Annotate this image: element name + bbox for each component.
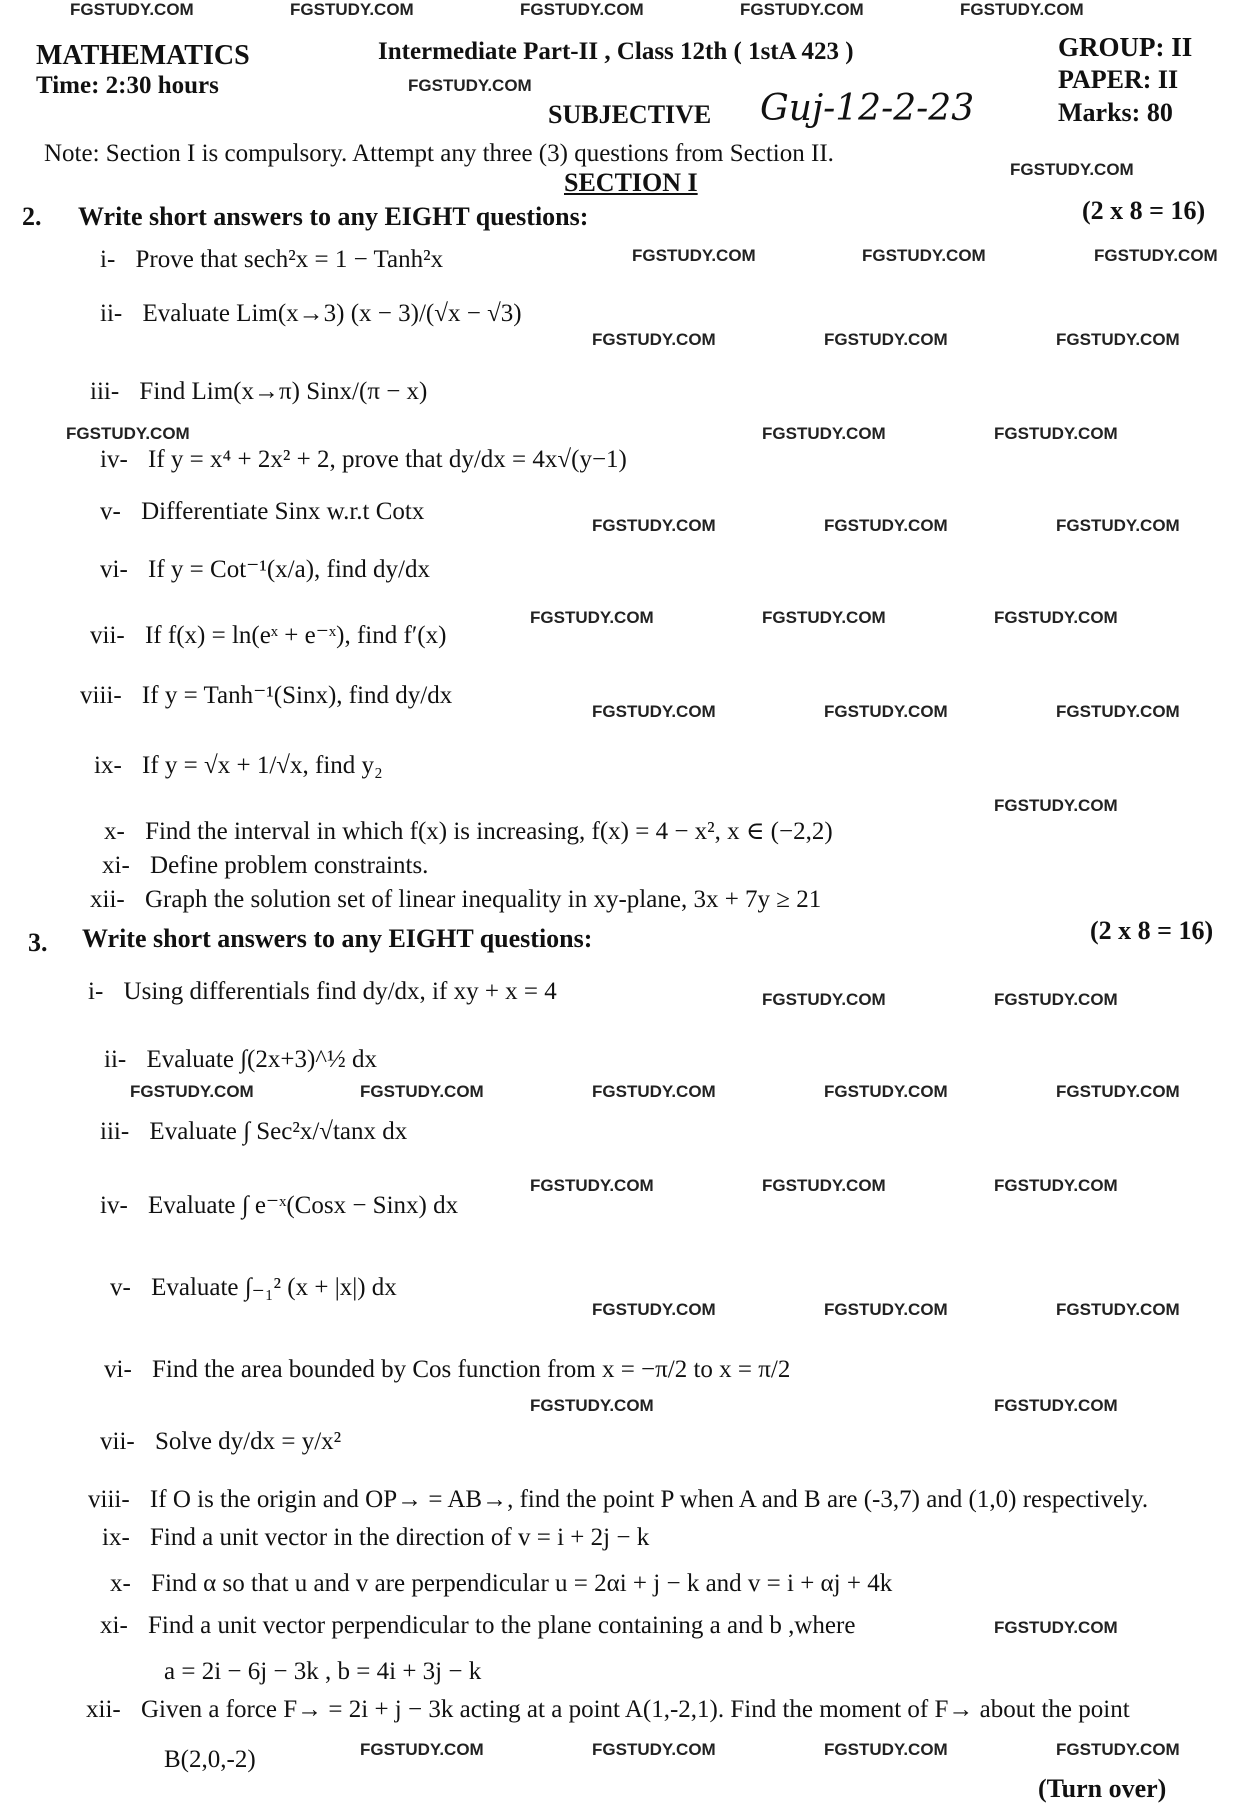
handwritten-date: Guj-12-2-23 [760,88,975,129]
q3-item-num: iv- [100,1192,128,1219]
q3-item-text: Using differentials find dy/dx, if xy + x = 4 [123,978,557,1005]
q3-item [164,1746,256,1774]
q2-item-text: Graph the solution set of linear inequality in xy-plane, 3x + 7y ≥ 21 [144,886,822,913]
q3-item-num: vi- [104,1356,132,1383]
q3-item-text: Find a unit vector in the direction of v = i + 2j − k [150,1524,650,1551]
q2-item [90,886,821,914]
q2-item-num: ii- [100,300,123,327]
q3-item [110,1570,892,1598]
watermark: FGSTUDY.COM [408,76,532,95]
q2-item-num: iii- [90,378,120,405]
q3-item-text: Find a unit vector perpendicular to the plane containing a and b ,where [148,1612,856,1639]
watermark: FGSTUDY.COM [824,1740,948,1759]
watermark: FGSTUDY.COM [592,516,716,535]
q2-item [100,446,627,474]
watermark: FGSTUDY.COM [824,1300,948,1319]
q3-item-num: i- [88,978,104,1005]
time-label: Time: 2:30 hours [36,72,219,99]
q2-heading: Write short answers to any EIGHT questions: [78,202,589,231]
q2-item-num: i- [100,246,116,273]
q2-item-num: xii- [90,886,125,913]
q2-item [102,852,428,880]
watermark-row [0,0,1250,22]
paper-label: PAPER: II [1058,65,1179,94]
watermark: FGSTUDY.COM [130,1082,254,1101]
watermark: FGSTUDY.COM [1094,246,1218,265]
instructions-note: Note: Section I is compulsory. Attempt any three (3) questions from Section II. [44,140,834,167]
q2-item-num: vii- [90,622,125,649]
q2-item-text: Differentiate Sinx w.r.t Cotx [141,498,425,525]
watermark: FGSTUDY.COM [592,1300,716,1319]
q3-item-num: v- [110,1274,131,1301]
watermark: FGSTUDY.COM [824,1082,948,1101]
group-label: GROUP: II [1058,32,1193,62]
section-title: SECTION I [564,168,698,197]
q3-item [104,1356,790,1384]
q3-item-num: vii- [100,1428,135,1455]
watermark: FGSTUDY.COM [1056,516,1180,535]
q2-item-text: Prove that sech²x = 1 − Tanh²x [135,246,444,273]
watermark: FGSTUDY.COM [530,608,654,627]
q2-item-num: x- [104,818,125,845]
watermark: FGSTUDY.COM [360,1082,484,1101]
turn-over-label: (Turn over) [1038,1774,1167,1803]
q2-item [80,680,452,710]
q3-item [110,1272,397,1302]
q2-item-text: Find the interval in which f(x) is increasing, f(x) = 4 − x², x ∈ (−2,2) [145,818,833,845]
q2-item [90,378,427,406]
q2-item-text: If y = Tanh⁻¹(Sinx), find dy/dx [141,682,453,709]
q3-item-num: ix- [102,1524,130,1551]
q3-item-text: Evaluate ∫(2x+3)^½ dx [146,1046,377,1073]
q2-item-num: viii- [80,682,122,709]
q3-marks: (2 x 8 = 16) [1090,916,1214,945]
q3-item-text: Evaluate ∫₋₁² (x + |x|) dx [151,1274,397,1301]
q2-item [104,816,833,846]
q2-item-text: If y = √x + 1/√x, find y₂ [142,752,383,779]
q2-item-text: Evaluate Lim(x→3) (x − 3)/(√x − √3) [142,300,522,327]
q2-item-num: ix- [94,752,122,779]
q2-item-text: If y = x⁴ + 2x² + 2, prove that dy/dx = 4x√(y−1) [148,446,627,473]
q3-item [104,1046,377,1074]
q3-item [164,1658,481,1686]
q3-item-num: iii- [100,1118,130,1145]
q2-item-num: vi- [100,556,128,583]
q2-item-text: If f(x) = ln(eˣ + e⁻ˣ), find f′(x) [144,622,447,649]
q3-item [100,1428,341,1456]
watermark: FGSTUDY.COM [530,1176,654,1195]
q2-item-num: iv- [100,446,128,473]
watermark: FGSTUDY.COM [994,1396,1118,1415]
q3-number: 3. [28,928,48,957]
watermark: FGSTUDY.COM [824,330,948,349]
q3-heading: Write short answers to any EIGHT questions: [82,924,593,953]
q2-item [100,498,424,526]
watermark: FGSTUDY.COM [994,1176,1118,1195]
watermark: FGSTUDY.COM [530,1396,654,1415]
q2-item [100,246,443,274]
q3-item [102,1524,649,1552]
class-line: Intermediate Part-II , Class 12th ( 1stA 423 ) [378,38,854,65]
watermark: FGSTUDY.COM [1056,1740,1180,1759]
q3-item [100,1190,458,1220]
q3-item-num: ii- [104,1046,127,1073]
q3-item-text: Evaluate ∫ Sec²x/√tanx dx [149,1118,408,1145]
q3-item [86,1696,1130,1724]
watermark: FGSTUDY.COM [592,1740,716,1759]
watermark: FGSTUDY.COM [994,608,1118,627]
watermark: FGSTUDY.COM [360,1740,484,1759]
watermark: FGSTUDY.COM [1056,702,1180,721]
q3-item [88,1486,1148,1514]
watermark: FGSTUDY.COM [740,0,864,19]
q2-item-text: Find Lim(x→π) Sinx/(π − x) [139,378,428,405]
watermark: FGSTUDY.COM [70,0,194,19]
watermark: FGSTUDY.COM [824,516,948,535]
watermark: FGSTUDY.COM [592,702,716,721]
q2-item-num: xi- [102,852,130,879]
q3-item-text: Solve dy/dx = y/x² [154,1428,342,1455]
q2-item [90,620,446,650]
q3-item-text: If O is the origin and OP→ = AB→, find the point P when A and B are (-3,7) and (1,0) respectively. [149,1486,1149,1513]
q3-item [88,978,557,1006]
q3-item-text: Find α so that u and v are perpendicular u = 2αi + j − k and v = i + αj + 4k [151,1570,893,1597]
watermark: FGSTUDY.COM [592,330,716,349]
watermark: FGSTUDY.COM [824,702,948,721]
q2-number: 2. [22,202,42,231]
q2-item [100,300,522,328]
q3-item-num: xii- [86,1696,121,1723]
q3-item-text: Evaluate ∫ e⁻ˣ(Cosx − Sinx) dx [148,1192,459,1219]
watermark: FGSTUDY.COM [290,0,414,19]
q3-item-num: xi- [100,1612,128,1639]
watermark: FGSTUDY.COM [762,1176,886,1195]
watermark: FGSTUDY.COM [632,246,756,265]
watermark: FGSTUDY.COM [994,424,1118,443]
marks-label: Marks: 80 [1058,98,1173,127]
q3-item-num: viii- [88,1486,130,1513]
q2-item [94,752,383,780]
q2-item-num: v- [100,498,121,525]
subject-title: MATHEMATICS [36,40,250,71]
watermark: FGSTUDY.COM [66,424,190,443]
watermark: FGSTUDY.COM [994,1618,1118,1637]
watermark: FGSTUDY.COM [520,0,644,19]
watermark: FGSTUDY.COM [994,796,1118,815]
q2-item-text: If y = Cot⁻¹(x/a), find dy/dx [148,556,431,583]
watermark: FGSTUDY.COM [994,990,1118,1009]
watermark: FGSTUDY.COM [762,990,886,1009]
watermark: FGSTUDY.COM [862,246,986,265]
q2-marks: (2 x 8 = 16) [1082,196,1206,225]
watermark: FGSTUDY.COM [1056,330,1180,349]
watermark: FGSTUDY.COM [762,424,886,443]
watermark: FGSTUDY.COM [1056,1082,1180,1101]
q2-item-text: Define problem constraints. [150,852,429,879]
q3-item-text: a = 2i − 6j − 3k , b = 4i + 3j − k [164,1658,482,1685]
watermark: FGSTUDY.COM [960,0,1084,19]
q3-item-num: x- [110,1570,131,1597]
q3-item [100,1612,855,1640]
watermark: FGSTUDY.COM [592,1082,716,1101]
q3-item-text: Given a force F→ = 2i + j − 3k acting at a point A(1,-2,1). Find the moment of F→ about the point [140,1696,1130,1723]
watermark: FGSTUDY.COM [1010,160,1134,179]
subjective-label: SUBJECTIVE [548,100,712,129]
q2-item [100,554,430,584]
q3-item [100,1118,407,1146]
q3-item-text: B(2,0,-2) [164,1746,256,1773]
watermark: FGSTUDY.COM [762,608,886,627]
watermark: FGSTUDY.COM [1056,1300,1180,1319]
q3-item-text: Find the area bounded by Cos function from x = −π/2 to x = π/2 [152,1356,791,1383]
